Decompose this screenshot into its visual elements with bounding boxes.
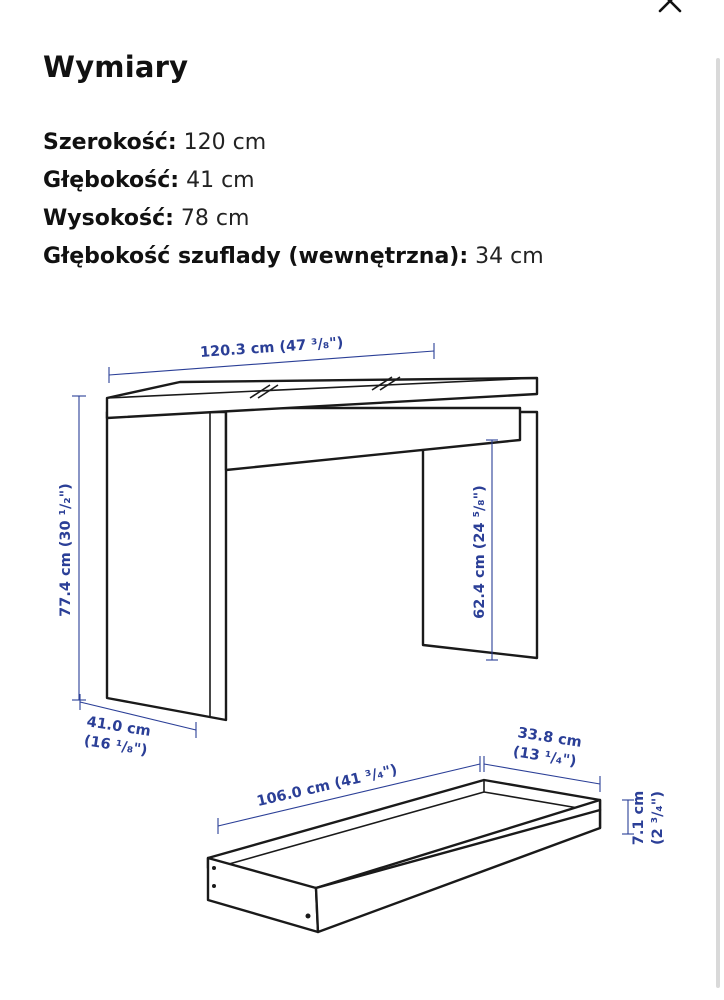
table-front-leg: [107, 412, 226, 720]
leg-clearance-label: 62.4 cm (24 ⁵/₈"): [472, 485, 488, 619]
drawer-depth-label-line1: 33.8 cm: [516, 725, 583, 751]
spec-label: Szerokość:: [43, 130, 177, 155]
drawer-screw-hole: [212, 884, 216, 888]
table-depth-label-line1: 41.0 cm: [85, 714, 152, 740]
table-depth-label-line2: (16 ¹/₈"): [82, 733, 149, 759]
spec-label: Głębokość szuflady (wewnętrzna):: [43, 244, 469, 269]
spec-value: 34 cm: [468, 244, 544, 269]
drawer-height-dimension: [622, 791, 666, 845]
table-height-label: 77.4 cm (30 ¹/₂"): [58, 483, 74, 617]
page-title: Wymiary: [43, 50, 189, 84]
drawer-width-label: 106.0 cm (41 ³/₄"): [255, 762, 399, 811]
table-width-label: 120.3 cm (47 ³/₈"): [199, 335, 344, 362]
drawer-depth-label-line2: (13 ¹/₄"): [511, 744, 578, 770]
spec-value: 120 cm: [176, 130, 267, 155]
spec-value: 78 cm: [173, 206, 250, 231]
spec-label: Wysokość:: [43, 206, 174, 231]
drawer-height-label-line1: 7.1 cm: [631, 790, 647, 846]
drawer-screw-hole: [212, 866, 216, 870]
table-width-dimension: [109, 335, 434, 383]
drawer-screw-hole: [306, 914, 311, 919]
table-height-dimension: [58, 396, 86, 700]
spec-value: 41 cm: [179, 168, 255, 193]
spec-label: Głębokość:: [43, 168, 180, 193]
drawer-height-label-line2: (2 ³/₄"): [650, 791, 666, 845]
